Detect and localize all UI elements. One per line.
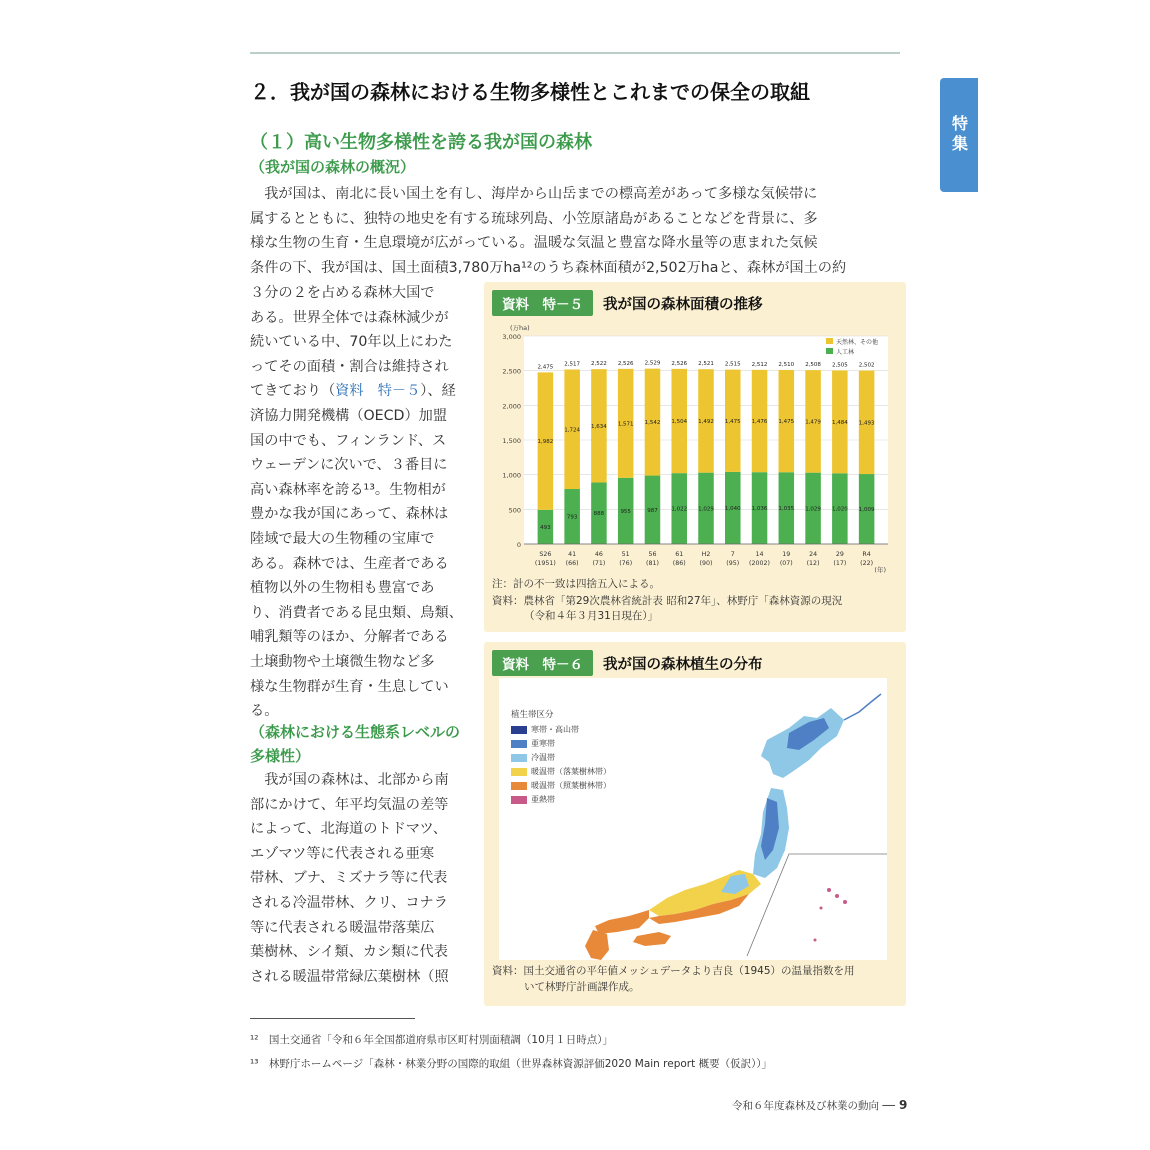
col-line: 高い森林率を誇る¹³。生物相が [250, 481, 446, 498]
data-label-natural: 1,493 [858, 420, 875, 427]
kurils [844, 694, 881, 720]
x-tick-label-year: (81) [645, 560, 659, 567]
data-label-planted: 888 [593, 511, 605, 518]
y-tick-label: 3,000 [502, 333, 521, 341]
data-label-natural: 1,571 [617, 421, 634, 428]
col-line: 哺乳類等のほか、分解者である [250, 629, 449, 646]
x-tick-label: 41 [568, 551, 577, 558]
shikoku-shape [633, 932, 671, 946]
x-tick-label: H2 [701, 551, 711, 558]
col-line: 様な生物群が生育・生息してい [250, 678, 449, 695]
x-tick-label-year: (66) [565, 560, 579, 567]
data-label-planted: 955 [620, 508, 631, 515]
data-label-planted: 1,009 [858, 507, 875, 514]
data-label-total: 2,510 [778, 361, 795, 368]
y-tick-label: 500 [508, 506, 521, 515]
figure-header [492, 650, 763, 676]
island [843, 900, 847, 904]
data-label-total: 2,505 [831, 362, 848, 369]
island [820, 907, 823, 910]
data-label-natural: 1,504 [671, 419, 688, 426]
x-axis-unit: (年) [874, 566, 886, 574]
footnote-13: ¹³ 林野庁ホームページ「森林・林業分野の国際的取組（世界森林資源評価2020 Main report 概要（仮訳））」 [250, 1058, 773, 1070]
data-label-planted: 1,035 [778, 506, 795, 513]
col-line: る。 [250, 703, 279, 720]
vegetation-map [499, 678, 887, 960]
footnote-rule [250, 1018, 415, 1019]
legend-label: 冷温帯 [531, 753, 555, 762]
data-label-planted: 1,020 [831, 506, 848, 513]
x-tick-label-year: (95) [726, 560, 740, 567]
heading-line: 多様性） [250, 747, 311, 765]
col-line: 国の中でも、フィンランド、ス [250, 432, 447, 449]
col-line: 豊かな我が国にあって、森林は [250, 506, 449, 523]
paragraph-intro [250, 182, 910, 280]
y-tick-label: 1,000 [502, 471, 521, 480]
figure-source-cont: （令和４年３月31日現在）」 [524, 610, 659, 622]
column-text-2 [250, 768, 474, 989]
col-line: ある。世界全体では森林減少が [250, 309, 449, 326]
page-footer [732, 1098, 907, 1113]
col-line: ある。森林では、生産者である [250, 555, 449, 572]
island [827, 888, 831, 892]
data-label-total: 2,502 [858, 362, 875, 369]
heading-overview: （我が国の森林の概況） [250, 158, 416, 176]
text-run: ）、経 [420, 383, 456, 400]
top-rule [250, 52, 900, 54]
x-tick-label-year: (22) [860, 560, 874, 567]
x-tick-label-year: (71) [592, 560, 606, 567]
col-line: 植物以外の生物相も豊富であ [250, 580, 435, 597]
figure-tag: 資料 特－５ [492, 290, 593, 316]
col-line: 土壌動物や土壌微生物など多 [250, 653, 435, 670]
legend-label: 暖温帯（照葉樹林帯） [531, 781, 611, 790]
data-label-natural: 1,542 [644, 420, 661, 427]
x-tick-label: 56 [648, 551, 657, 558]
x-tick-label: 46 [594, 551, 603, 558]
para-line: 我が国は、南北に長い国土を有し、海岸から山岳までの標高差があって多様な気候帯に [250, 186, 818, 202]
x-tick-label-year: (1951) [534, 560, 556, 567]
column-text-1 [250, 281, 474, 724]
ref-link-fig5[interactable]: 資料 特－５ [335, 383, 421, 400]
data-label-planted: 1,036 [751, 506, 768, 513]
data-label-natural: 1,492 [698, 418, 714, 425]
col-line: ってその面積・割合は維持され [250, 358, 449, 375]
data-label-planted: 1,029 [698, 506, 714, 513]
figure-source-cont: いて林野庁計画課作成。 [524, 981, 640, 993]
island [835, 894, 839, 898]
data-label-natural: 1,484 [831, 419, 848, 426]
page-number: 9 [898, 1098, 908, 1112]
data-label-planted: 1,022 [671, 506, 688, 513]
data-label-total: 2,526 [617, 360, 634, 367]
col-line [250, 379, 474, 404]
figure-header [492, 290, 763, 316]
x-tick-label: 14 [755, 551, 764, 558]
data-label-natural: 1,479 [805, 419, 821, 426]
figure-note: 注：計の不一致は四捨五入による。 [492, 578, 660, 590]
x-tick-label: 61 [675, 551, 684, 558]
x-tick-label: 19 [782, 551, 791, 558]
col-line: される暖温帯常緑広葉樹林（照 [250, 968, 449, 985]
map-legend-title: 植生帯区分 [511, 710, 554, 720]
para-line: 様な生物の生育・生息環境が広がっている。温暖な気温と豊富な降水量等の恵まれた気候 [250, 235, 818, 252]
legend-label-planted: 人工林 [836, 349, 855, 356]
side-tab-feature: 特集 [940, 78, 978, 192]
data-label-natural: 1,476 [751, 419, 768, 426]
legend-label: 寒帯・高山帯 [531, 725, 579, 734]
data-label-total: 2,512 [751, 361, 768, 368]
footer-text: 令和６年度森林及び林業の動向 ── [732, 1100, 895, 1112]
figure-box-6 [484, 642, 906, 1006]
figure-title: 我が国の森林面積の推移 [603, 296, 763, 313]
heading-line: （森林における生態系レベルの [250, 723, 461, 741]
legend-swatch-natural [826, 338, 833, 344]
col-line: 等に代表される暖温帯落葉広 [250, 919, 435, 936]
x-tick-label-year: (17) [833, 560, 847, 567]
data-label-planted: 1,029 [805, 506, 821, 513]
col-line: ３分の２を占める森林大国で [250, 285, 435, 301]
para-line: 条件の下、我が国は、国土面積3,780万ha¹²のうち森林面積が2,502万haと、森林が国土の約 [250, 259, 847, 276]
island [814, 939, 817, 942]
x-tick-label-year: (12) [806, 560, 820, 567]
data-label-total: 2,529 [644, 360, 661, 367]
legend-label: 亜熱帯 [531, 795, 555, 804]
col-line: 帯林、ブナ、ミズナラ等に代表 [250, 870, 448, 887]
figure-title: 我が国の森林植生の分布 [603, 656, 763, 673]
legend-label: 暖温帯（落葉樹林帯） [531, 767, 611, 776]
japan-map-svg [499, 678, 887, 960]
kyushu-shape [585, 930, 609, 960]
chugoku-shape [595, 910, 649, 934]
col-line: 済協力開発機構（OECD）加盟 [250, 407, 448, 424]
data-label-planted: 793 [566, 514, 578, 521]
data-label-natural: 1,475 [724, 418, 741, 425]
footnote-12: ¹² 国土交通省「令和６年全国都道府県市区町村別面積調（10月１日時点）」 [250, 1034, 614, 1046]
x-tick-label: 51 [621, 551, 630, 558]
y-axis-unit: (万ha) [510, 324, 530, 332]
data-label-natural: 1,634 [591, 423, 607, 430]
y-tick-label: 1,500 [502, 437, 521, 445]
y-tick-label: 2,000 [502, 402, 521, 411]
figure-box-5 [484, 282, 906, 632]
x-tick-label-year: (86) [672, 560, 686, 567]
col-line: 部にかけて、年平均気温の差等 [250, 796, 449, 813]
heading-ecosystem [250, 720, 460, 768]
data-label-planted: 1,040 [724, 505, 741, 512]
col-line: によって、北海道のトドマツ、 [250, 821, 447, 838]
x-tick-label: R4 [862, 551, 871, 558]
data-label-total: 2,515 [724, 361, 741, 368]
data-label-total: 2,526 [671, 360, 688, 367]
legend-swatch-planted [826, 348, 833, 354]
x-tick-label-year: (76) [619, 560, 633, 567]
data-label-total: 2,522 [591, 361, 607, 368]
col-line: 我が国の森林は、北部から南 [250, 772, 449, 788]
data-label-natural: 1,982 [537, 439, 554, 446]
section-title: ２．我が国の森林における生物多様性とこれまでの保全の取組 [250, 80, 810, 104]
data-label-planted: 987 [647, 507, 658, 514]
text-run: てきており（ [250, 383, 336, 400]
data-label-natural: 1,475 [778, 419, 795, 426]
x-tick-label-year: (07) [779, 560, 793, 567]
forest-area-chart [488, 318, 898, 588]
x-tick-label: 24 [809, 551, 818, 558]
col-line: ウェーデンに次いで、３番目に [250, 457, 448, 474]
x-tick-label-year: (90) [699, 560, 713, 567]
x-tick-label-year: (2002) [749, 560, 771, 567]
data-label-total: 2,517 [564, 361, 581, 368]
legend-label: 亜寒帯 [531, 739, 555, 748]
x-tick-label: 7 [730, 551, 735, 558]
col-line: 陸域で最大の生物種の宝庫で [250, 530, 435, 547]
data-label-planted: 493 [540, 524, 551, 531]
col-line: り、消費者である昆虫類、鳥類、 [250, 604, 463, 621]
figure-tag: 資料 特－６ [492, 650, 593, 676]
col-line: 葉樹林、シイ類、カシ類に代表 [250, 944, 448, 961]
x-tick-label: S26 [539, 551, 552, 558]
legend-label-natural: 天然林、その他 [836, 339, 879, 346]
col-line: エゾマツ等に代表される亜寒 [250, 845, 435, 862]
figure-source: 資料：農林省「第29次農林省統計表 昭和27年」、林野庁「森林資源の現況 [492, 595, 843, 607]
figure-source: 資料：国土交通省の平年値メッシュデータより吉良（1945）の温量指数を用 [492, 965, 855, 977]
col-line: される冷温帯林、クリ、コナラ [250, 894, 448, 911]
data-label-total: 2,508 [805, 362, 821, 369]
subsection-title: （１）高い生物多様性を誇る我が国の森林 [250, 132, 592, 153]
data-label-natural: 1,724 [564, 427, 581, 434]
y-tick-label: 0 [516, 541, 521, 549]
x-tick-label: 29 [835, 551, 844, 558]
y-tick-label: 2,500 [502, 367, 521, 376]
para-line: 属するとともに、独特の地史を有する琉球列島、小笠原諸島があることなどを背景に、多 [250, 210, 818, 227]
data-label-total: 2,521 [698, 361, 714, 368]
data-label-total: 2,475 [537, 364, 554, 371]
col-line: 続いている中、70年以上にわた [250, 334, 453, 351]
